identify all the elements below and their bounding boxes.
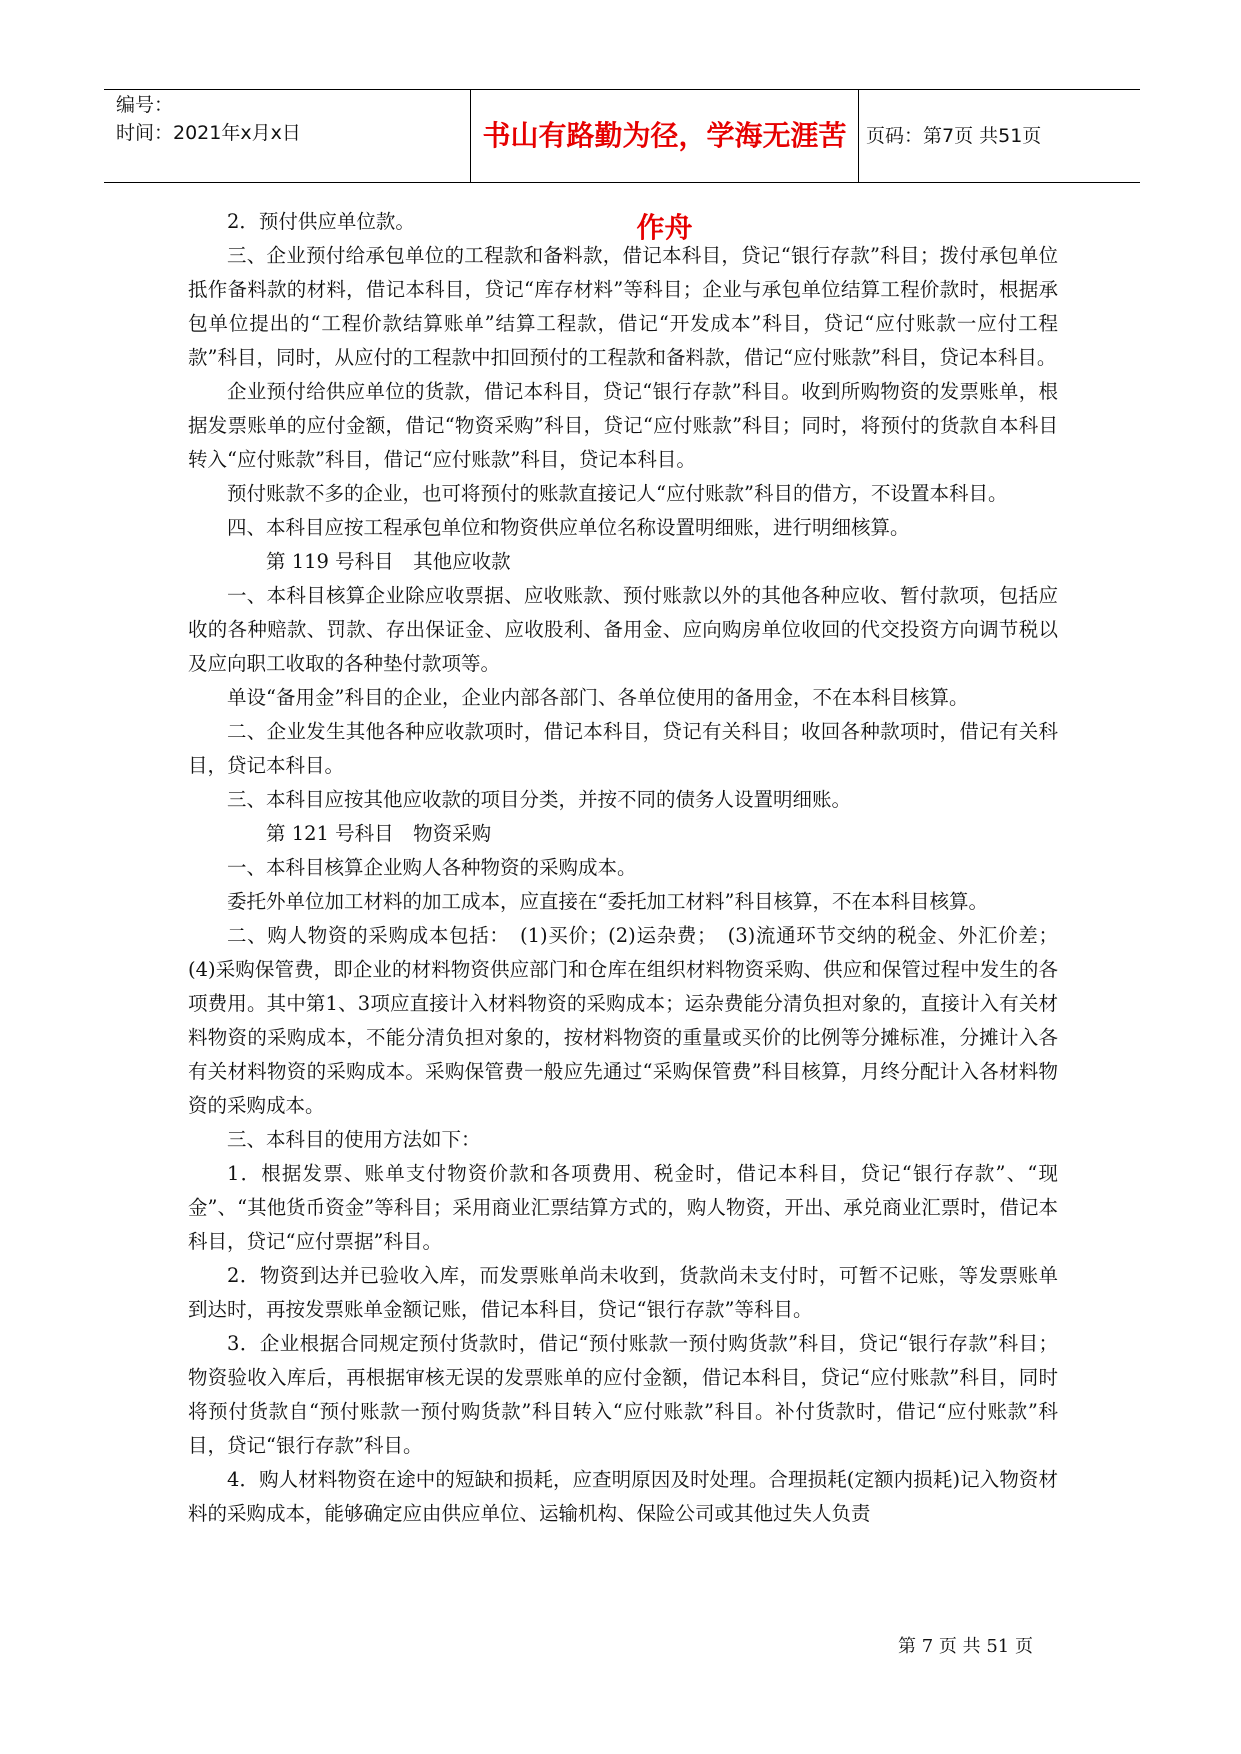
paragraph: 一、本科目核算企业除应收票据、应收账款、预付账款以外的其他各种应收、暂付款项，包括应收的各种赔款、罚款、存出保证金、应收股利、备用金、应向购房单位收回的代交投资方向调节税以及应向职工收取的各种垫付款项等。 [188, 584, 1058, 675]
paragraph: 2．预付供应单位款。 [227, 210, 415, 233]
section-heading: 第 121 号科目 物资采购 [266, 822, 492, 845]
paragraph: 一、本科目核算企业购人各种物资的采购成本。 [227, 856, 637, 879]
paragraph: 企业预付给供应单位的货款，借记本科目，贷记“银行存款”科目。收到所购物资的发票账单，根据发票账单的应付金额，借记“物资采购”科目，贷记“应付账款”科目；同时，将预付的货款自本科目转入“应付账款”科目，借记“应付账款”科目，贷记本科目。 [188, 380, 1058, 471]
header-left [116, 90, 466, 182]
paragraph: 2．物资到达并已验收入库，而发票账单尚未收到，货款尚未支付时，可暂不记账，等发票账单到达时，再按发票账单金额记账，借记本科目，贷记“银行存款”等科目。 [188, 1264, 1058, 1321]
paragraph: 4．购人材料物资在途中的短缺和损耗，应查明原因及时处理。合理损耗(定额内损耗)记入物资材料的采购成本，能够确定应由供应单位、运输机构、保险公司或其他过失人负责 [188, 1468, 1058, 1525]
paragraph: 委托外单位加工材料的加工成本，应直接在“委托加工材料”科目核算，不在本科目核算。 [227, 890, 988, 913]
document-time-label: 时间：2021年x月x日 [116, 122, 301, 144]
section-heading: 第 119 号科目 其他应收款 [266, 550, 511, 573]
paragraph: 单设“备用金”科目的企业，企业内部各部门、各单位使用的备用金，不在本科目核算。 [227, 686, 969, 709]
paragraph: 预付账款不多的企业，也可将预付的账款直接记人“应付账款”科目的借方，不设置本科目。 [227, 482, 1008, 505]
paragraph: 3．企业根据合同规定预付货款时，借记“预付账款一预付购货款”科目，贷记“银行存款”科目；物资验收入库后，再根据审核无误的发票账单的应付金额，借记本科目，贷记“应付账款”科目，同时将预付货款自“预付账款一预付购货款”科目转入“应付账款”科目。补付货款时，借记“应付账款”科目，贷记“银行存款”科目。 [188, 1332, 1058, 1457]
paragraph: 三、企业预付给承包单位的工程款和备料款，借记本科目，贷记“银行存款”科目；拨付承包单位抵作备料款的材料，借记本科目，贷记“库存材料”等科目；企业与承包单位结算工程价款时，根据承包单位提出的“工程价款结算账单”结算工程款，借记“开发成本”科目，贷记“应付账款一应付工程款”科目，同时，从应付的工程款中扣回预付的工程款和备料款，借记“应付账款”科目，贷记本科目。 [188, 244, 1058, 369]
header-page-code: 页码：第7页 共51页 [866, 125, 1042, 147]
document-number-label: 编号： [116, 94, 174, 116]
paragraph: 四、本科目应按工程承包单位和物资供应单位名称设置明细账，进行明细核算。 [227, 516, 910, 539]
paragraph: 二、购人物资的采购成本包括： (1)买价；(2)运杂费； (3)流通环节交纳的税金、外汇价差；(4)采购保管费，即企业的材料物资供应部门和仓库在组织材料物资采购、供应和保管过程中发生的各项费用。其中第1、3项应直接计入材料物资的采购成本；运杂费能分清负担对象的，直接计入有关材料物资的采购成本，不能分清负担对象的，按材料物资的重量或买价的比例等分摊标准，分摊计入各有关材料物资的采购成本。采购保管费一般应先通过“采购保管费”科目核算，月终分配计入各材料物资的采购成本。 [188, 924, 1058, 1117]
paragraph: 二、企业发生其他各种应收款项时，借记本科目，贷记有关科目；收回各种款项时，借记有关科目，贷记本科目。 [188, 720, 1058, 777]
header-motto: 书山有路勤为径，学海无涯苦作舟 [482, 119, 847, 244]
page-footer: 第 7 页 共 51 页 [898, 1636, 1033, 1657]
paragraph: 三、本科目应按其他应收款的项目分类，并按不同的债务人设置明细账。 [227, 788, 852, 811]
header-divider [858, 90, 859, 182]
paragraph: 三、本科目的使用方法如下： [227, 1128, 481, 1151]
document-body [188, 205, 1058, 1531]
paragraph: 1．根据发票、账单支付物资价款和各项费用、税金时，借记本科目，贷记“银行存款”、“现金”、“其他货币资金”等科目；采用商业汇票结算方式的，购人物资，开出、承兑商业汇票时，借记本科目，贷记“应付票据”科目。 [188, 1162, 1058, 1253]
